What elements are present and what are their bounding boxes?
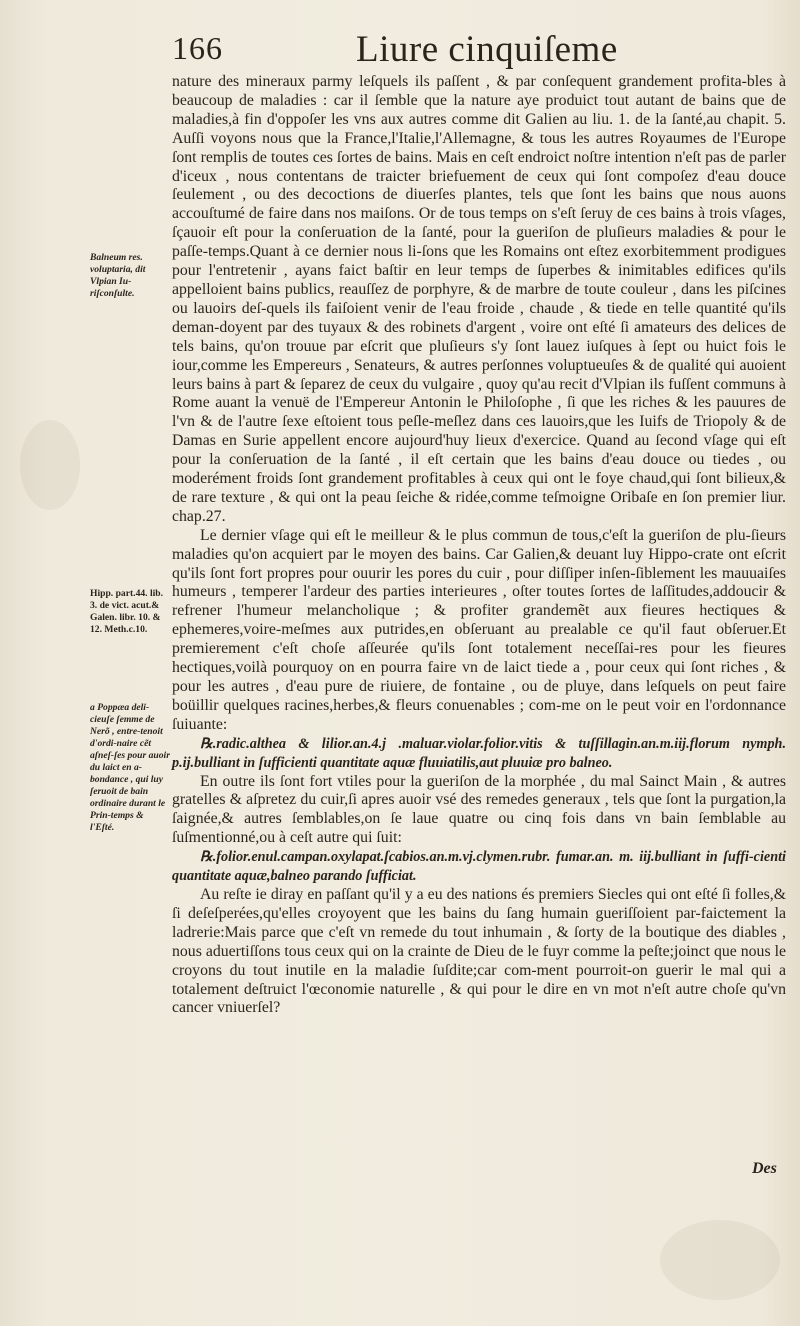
paragraph: En outre ils ſont fort vtiles pour la gueriſon de la morphée , du mal Sainct Main , & autres gratelles & aſpretez du cuir,ſi apres auoir vsé des remedes generaux , tels que ſont la purgation,la ſaignée,& autres ſemblables,on ſe laue quatre ou cinq fois dans vn bain ſemblable au ſuſmentionné,ou à ceſt autre qui ſuit: bbox=[172, 772, 786, 847]
marginal-note: Hipp. part.44. lib. 3. de vict. acut.& Galen. libr. 10. & 12. Meth.c.10. bbox=[90, 588, 164, 635]
catchword: Des bbox=[752, 1160, 777, 1177]
paragraph: Au reſte ie diray en paſſant qu'il y a eu des nations és premiers Siecles qui ont eſté ſi folles,& ſi deſeſperées,qu'elles croyoyent que les bains du ſang humain gueriſſoient par-faictement la ladrerie:Mais parce que c'eſt vn remede du tout inhumain , & ſorty de la boutique des diables , nous aduertiſſons tous ceux qui on la crainte de Dieu de le fuyr comme la peſte;joinct que nous le croyons du tout inutile en la maladie ſuſdite;car com-ment pourroit-on guerir le mal qui a totalement deſtruict l'œconomie naturelle , & qui pour le dire en vn mot n'eſt autre choſe qu'vn cancer vniuerſel? bbox=[172, 885, 786, 1017]
paper-stain bbox=[20, 420, 80, 510]
paragraph: nature des mineraux parmy leſquels ils paſſent , & par conſequent grandement profita-bles à beaucoup de maladies : car il ſemble que la nature aye produict tout autant de bains que de maladies,à fin d'oppoſer les vns aux autres comme dit Galien au liu. 1. de la ſanté,au chapit. 5. Auſſi voyons nous que la France,l'Italie,l'Allemagne, & tous les autres Royaumes de l'Europe ſont remplis de toutes ces ſortes de bains. Mais en ceſt endroict noſtre intention n'eſt pas de parler d'iceux , nous contentans de traicter briefuement de ceux qui ſont compoſez d'eau douce ſeulement , ou des decoctions de diuerſes plantes, tels que ſont les bains que nous auons accouſtumé de faire dans nos maiſons. Or de tous temps on s'eſt ſeruy de ces bains à trois vſages, ſçauoir eſt pour la conſeruation de la ſanté, pour la gueriſon de pluſieurs maladies & pour le paſſe-temps.Quant à ce dernier nous li-ſons que les Romains ont eſtez exorbitemment prodigues pour l'entretenir , ayans faict baſtir en leur temps de ſuperbes & inimitables edifices qu'ils appelloient bains publics, reauſſez de porphyre, & de marbre de toute couleur , dans les piſcines ou lauoirs deſ-quels ils faiſoient venir de l'eau froide , chaude , & tiede en telle quantité qu'ils deman-doyent par des tuyaux & des robinets d'argent , voire ont eſté ſi amateurs des delices de tels bains, qu'on trouue par eſcrit que pluſieurs s'y ſont lauez iuſques à ſept ou huict fois le iour,comme les Empereurs , Senateurs, & autres perſonnes voluptueuſes & de qualité qui auoient leurs bains à part & ſeparez de ceux du vulgaire , quoy qu'au recit d'Vlpian ils fuſſent communs à Rome auant la venuë de l'Empereur Antonin le Philoſophe , ſi que les riches & les pauures de l'vn & de l'autre ſexe eſtoient tous peſle-meſlez dans ces lauoirs,que les Iuifs de Triopoly & de Damas en Surie appellent encore aujourd'huy lieux d'exercice. Quand au ſecond vſage qui eſt pour la conſeruation de la ſanté , il eſt certain que les bains d'eau douce ou tiedes , ou moderément froids ſont grandement profitables à ceux qui ont le foye chaud,qui ſont bilieux,& de rare texture , & qui ont la peau ſeiche & ridée,comme teſmoigne Oribaſe en ſon premier liur. chap.27. bbox=[172, 73, 786, 525]
recipe-prescription: ℞.folior.enul.campan.oxylapat.ſcabios.an.m.vj.clymen.rubr. fumar.an. m. iij.bulliant in ſuffi-cienti quantitate aquæ,balneo parando ſufficiat. bbox=[172, 849, 786, 885]
marginal-note: Balneum res. voluptaria, dit Vlpian Iu-riſconſulte. bbox=[90, 252, 146, 299]
page-number: 166 bbox=[172, 30, 223, 66]
marginal-note: a Poppæa deli-cieuſe ſemme de Nerõ , entre-tenoit d'ordi-naire cẽt aſneſ-ſes pour auoir du laict en a-bondance , qui luy ſeruoit de bain ordinaire durant le Prin-temps & l'Eſté. bbox=[90, 702, 170, 833]
paragraph: Le dernier vſage qui eſt le meilleur & le plus commun de tous,c'eſt la gueriſon de plu-ſieurs maladies qu'on acquiert par le moyen des bains. Car Galien,& deuant luy Hippo-crate ont eſcrit qu'ils ſont fort propres pour ouurir les pores du cuir , pour diſſiper inſen-ſiblement les mauuaiſes humeurs , temperer l'ardeur des parties interieures , oſter toutes ſortes de laſſitudes,addoucir & refrener l'humeur melancholique ; & profiter grandemẽt aux fieures hectiques & ephemeres,voire-meſmes aux putrides,en obſeruant au prealable ce qu'il faut obſeruer.Et premierement c'eſt choſe aſſeurée qu'ils ſont totalement neceſſai-res pour les fieures hectiques,voilà pourquoy on en pourra faire vn de laict tiede a , pour ceux qui ſont riches , & pour les autres , d'eau pure de riuiere, de fontaine , ou de pluye, dans leſquels on peut faire boüillir quelques racines,herbes,& fleurs conuenables ; com-me on le peut voir en l'ordonnance ſuiuante: bbox=[172, 526, 786, 733]
running-title: Liure cinquiſeme bbox=[356, 29, 618, 70]
paper-stain bbox=[660, 1220, 780, 1300]
body-text bbox=[172, 73, 786, 1018]
recipe-prescription: ℞.radic.althea & lilior.an.4.j .maluar.violar.folior.vitis & tuſſillagin.an.m.iij.florum nymph. p.ij.bulliant in ſufficienti quantitate aquæ fluuiatilis,aut pluuiæ pro balneo. bbox=[172, 735, 786, 771]
